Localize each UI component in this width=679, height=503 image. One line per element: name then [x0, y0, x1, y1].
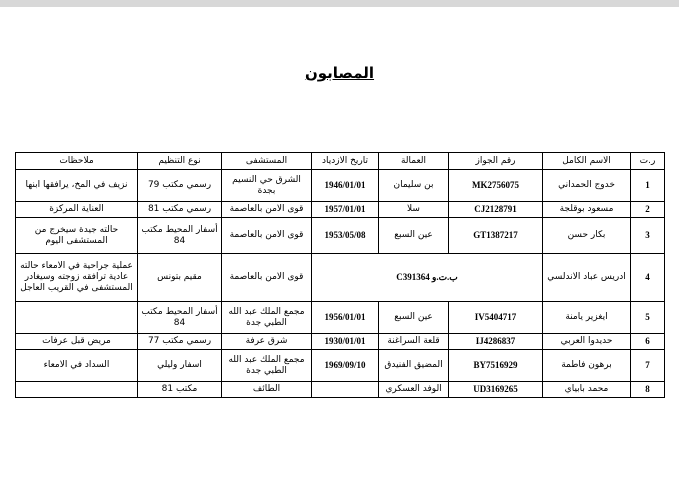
cell-notes: السداد في الامعاء	[16, 350, 138, 382]
cell-name: خدوج الحمداني	[543, 170, 631, 202]
cell-rt: 2	[631, 202, 665, 218]
table-row	[16, 334, 665, 350]
cell-province: بن سليمان	[379, 170, 449, 202]
cell-rt: 3	[631, 218, 665, 254]
cell-hospital: قوى الامن بالعاصمة	[222, 202, 312, 218]
cell-name: ادريس عباد الاندلسي	[543, 254, 631, 302]
cell-org: رسمي مكتب 79	[138, 170, 222, 202]
cell-passport: CJ2128791	[449, 202, 543, 218]
cell-name: مسعود بوقلجة	[543, 202, 631, 218]
cell-notes: مريض قبل عرفات	[16, 334, 138, 350]
cell-province: عين السبع	[379, 218, 449, 254]
cell-date: 1957/01/01	[312, 202, 379, 218]
header-date: تاريخ الازدياد	[312, 153, 379, 170]
cell-date: 1969/09/10	[312, 350, 379, 382]
cell-notes: حالته جيدة سيخرج من المستشفى اليوم	[16, 218, 138, 254]
cell-name: بكار حسن	[543, 218, 631, 254]
table-row	[16, 350, 665, 382]
cell-rt: 5	[631, 302, 665, 334]
cell-date: 1956/01/01	[312, 302, 379, 334]
cell-province: المضيق الفنيدق	[379, 350, 449, 382]
injured-table	[15, 152, 665, 398]
table-row	[16, 382, 665, 398]
cell-org: اسفار وليلي	[138, 350, 222, 382]
cell-province: الوفد العسكري	[379, 382, 449, 398]
header-notes: ملاحظات	[16, 153, 138, 170]
table-row	[16, 254, 665, 302]
cell-rt: 6	[631, 334, 665, 350]
cell-date: 1953/05/08	[312, 218, 379, 254]
cell-passport: IJ4286837	[449, 334, 543, 350]
cell-hospital: شرق عرفة	[222, 334, 312, 350]
cell-notes	[16, 382, 138, 398]
cell-name: حديدوا العربي	[543, 334, 631, 350]
cell-passport: BY7516929	[449, 350, 543, 382]
cell-rt: 4	[631, 254, 665, 302]
cell-hospital: مجمع الملك عبد الله الطبي جدة	[222, 350, 312, 382]
header-province: العمالة	[379, 153, 449, 170]
cell-notes	[16, 302, 138, 334]
cell-date: 1930/01/01	[312, 334, 379, 350]
cell-hospital: قوى الامن بالعاصمة	[222, 218, 312, 254]
cell-hospital: الشرق حي النسيم بجدة	[222, 170, 312, 202]
cell-province: قلعة السراغنة	[379, 334, 449, 350]
cell-hospital: مجمع الملك عبد الله الطبي جدة	[222, 302, 312, 334]
cell-passport: UD3169265	[449, 382, 543, 398]
header-name: الاسم الكامل	[543, 153, 631, 170]
cell-org: رسمي مكتب 77	[138, 334, 222, 350]
header-passport: رقم الجواز	[449, 153, 543, 170]
cell-notes: عملية جراحية في الامعاء حالته عادية ترافقه زوجته وسيغادر المستشفى في القريب العاجل	[16, 254, 138, 302]
table-row	[16, 302, 665, 334]
cell-org: رسمي مكتب 81	[138, 202, 222, 218]
cell-province: عين السبع	[379, 302, 449, 334]
cell-org: مقيم بتونس	[138, 254, 222, 302]
cell-name: برهون فاطمة	[543, 350, 631, 382]
cell-rt: 1	[631, 170, 665, 202]
cell-name: محمد بابياي	[543, 382, 631, 398]
cell-province: سلا	[379, 202, 449, 218]
header-row	[16, 153, 665, 170]
cell-org: أسفار المحيط مكتب 84	[138, 302, 222, 334]
header-hospital: المستشفى	[222, 153, 312, 170]
cell-hospital: الطائف	[222, 382, 312, 398]
cell-date: 1946/01/01	[312, 170, 379, 202]
table-row	[16, 218, 665, 254]
cell-org: مكتب 81	[138, 382, 222, 398]
cell-passport: IV5404717	[449, 302, 543, 334]
cell-name: ايغزير يامنة	[543, 302, 631, 334]
cell-notes: العناية المركزة	[16, 202, 138, 218]
cell-notes: نزيف في المخ، يرافقها ابنها	[16, 170, 138, 202]
top-edge	[0, 0, 679, 7]
cell-date	[312, 382, 379, 398]
cell-passport: GT1387217	[449, 218, 543, 254]
header-org: نوع التنظيم	[138, 153, 222, 170]
cell-passport-merged: ب.ت.و C391364	[312, 254, 543, 302]
cell-hospital: قوى الامن بالعاصمة	[222, 254, 312, 302]
table-row	[16, 170, 665, 202]
header-rt: ر.ت	[631, 153, 665, 170]
cell-org: أسفار المحيط مكتب 84	[138, 218, 222, 254]
cell-rt: 7	[631, 350, 665, 382]
cell-rt: 8	[631, 382, 665, 398]
page-title: المصابون	[304, 64, 375, 82]
cell-passport: MK2756075	[449, 170, 543, 202]
table-row	[16, 202, 665, 218]
